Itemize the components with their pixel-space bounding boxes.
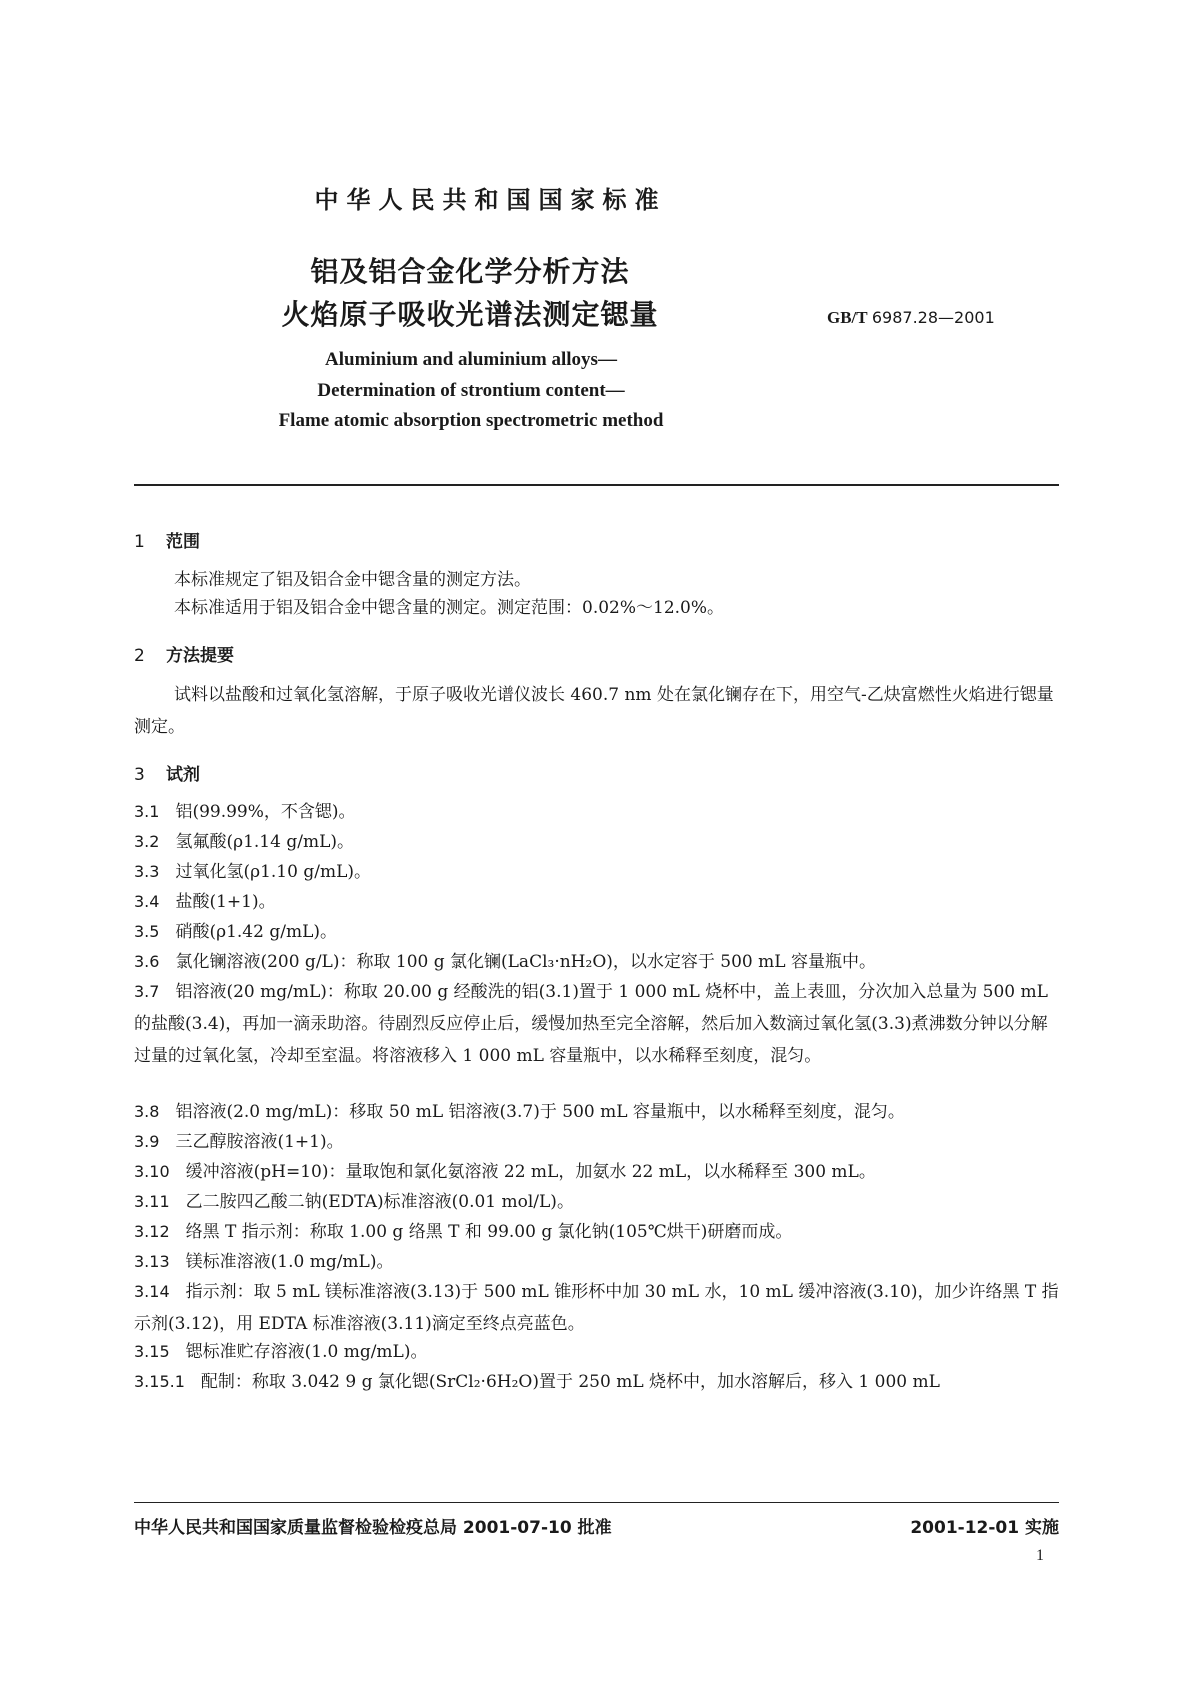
reagent-item <box>134 916 1059 948</box>
reagent-item <box>134 1186 1059 1218</box>
item-number: 3.11 <box>134 1192 170 1211</box>
section-number: 2 <box>134 646 145 666</box>
item-number: 3.5 <box>134 922 160 941</box>
reagent-item <box>134 1336 1059 1368</box>
code-prefix: GB/T <box>827 308 868 327</box>
item-number: 3.10 <box>134 1162 170 1181</box>
title-line-2: 火焰原子吸收光谱法测定锶量 <box>281 298 659 331</box>
item-number: 3.15 <box>134 1342 170 1361</box>
item-number: 3.14 <box>134 1282 170 1301</box>
item-number: 3.4 <box>134 892 160 911</box>
section-title: 方法提要 <box>166 646 234 666</box>
item-text: 缓冲溶液(pH=10)：量取饱和氯化氨溶液 22 mL，加氨水 22 mL，以水稀释至 300 mL。 <box>185 1162 876 1182</box>
reagent-item <box>134 1156 1059 1188</box>
item-number: 3.6 <box>134 952 160 971</box>
item-text: 氢氟酸(ρ1.14 g/mL)。 <box>175 832 354 852</box>
reagent-item <box>134 1366 1059 1398</box>
reagent-item <box>134 946 1059 978</box>
implementation-date: 2001-12-01 实施 <box>910 1518 1059 1538</box>
item-text: 配制：称取 3.042 9 g 氯化锶(SrCl₂·6H₂O)置于 250 mL 烧杯中，加水溶解后，移入 1 000 mL <box>200 1372 940 1392</box>
reagent-item <box>134 1276 1059 1340</box>
item-number: 3.9 <box>134 1132 160 1151</box>
item-text: 铝溶液(2.0 mg/mL)：移取 50 mL 铝溶液(3.7)于 500 mL 容量瓶中，以水稀释至刻度，混匀。 <box>175 1102 905 1122</box>
footer-divider <box>134 1502 1059 1503</box>
item-number: 3.15.1 <box>134 1372 185 1391</box>
english-title-line-1: Aluminium and aluminium alloys— <box>325 349 617 370</box>
section-number: 3 <box>134 765 145 785</box>
item-text: 铝溶液(20 mg/mL)：称取 20.00 g 经酸洗的铝(3.1)置于 1 000 mL 烧杯中，盖上表皿，分次加入总量为 500 mL 的盐酸(3.4)，再加一滴汞助溶。待剧烈反应停止后，缓慢加热至完全溶解，然后加入数滴过氧化氢(3.3)煮沸数分钟以分解过量的过氧化氢，冷却至室温。将溶液移入 1 000 mL 容量瓶中，以水稀释至刻度，混匀。 <box>134 982 1048 1066</box>
reagent-item <box>134 796 1059 828</box>
header-divider <box>134 484 1059 486</box>
item-number: 3.13 <box>134 1252 170 1271</box>
english-title-line-2: Determination of strontium content— <box>317 380 625 401</box>
section-1-heading <box>134 527 200 552</box>
item-text: 三乙醇胺溶液(1+1)。 <box>175 1132 344 1152</box>
item-number: 3.7 <box>134 982 160 1001</box>
item-text: 乙二胺四乙酸二钠(EDTA)标准溶液(0.01 mol/L)。 <box>185 1192 574 1212</box>
item-text: 硝酸(ρ1.42 g/mL)。 <box>175 922 337 942</box>
title-line-1: 铝及铝合金化学分析方法 <box>310 255 630 288</box>
reagent-item <box>134 976 1059 1072</box>
section-number: 1 <box>134 532 145 552</box>
item-text: 铝(99.99%，不含锶)。 <box>175 802 356 822</box>
reagent-item <box>134 1096 1059 1128</box>
reagent-item <box>134 826 1059 858</box>
section-title: 试剂 <box>166 765 200 785</box>
reagent-item <box>134 1216 1059 1248</box>
section-1-paragraph-1: 本标准规定了铝及铝合金中锶含量的测定方法。 <box>174 570 531 590</box>
item-text: 络黑 T 指示剂：称取 1.00 g 络黑 T 和 99.00 g 氯化钠(105℃烘干)研磨而成。 <box>185 1222 793 1242</box>
reagent-item <box>134 1246 1059 1278</box>
item-number: 3.12 <box>134 1222 170 1241</box>
english-title-line-3: Flame atomic absorption spectrometric method <box>278 410 664 431</box>
item-text: 盐酸(1+1)。 <box>175 892 276 912</box>
issuing-body: 中华人民共和国国家标准 <box>314 186 667 214</box>
reagent-item <box>134 886 1059 918</box>
standard-code <box>827 308 995 328</box>
item-number: 3.1 <box>134 802 160 821</box>
section-title: 范围 <box>166 532 200 552</box>
reagent-item <box>134 1126 1059 1158</box>
item-text: 镁标准溶液(1.0 mg/mL)。 <box>185 1252 394 1272</box>
approval-statement: 中华人民共和国国家质量监督检验检疫总局 2001-07-10 批准 <box>134 1518 612 1538</box>
item-number: 3.2 <box>134 832 160 851</box>
section-2-paragraph: 试料以盐酸和过氧化氢溶解，于原子吸收光谱仪波长 460.7 nm 处在氯化镧存在下，用空气-乙炔富燃性火焰进行锶量测定。 <box>134 685 1054 737</box>
item-text: 指示剂：取 5 mL 镁标准溶液(3.13)于 500 mL 锥形杯中加 30 mL 水，10 mL 缓冲溶液(3.10)，加少许络黑 T 指示剂(3.12)，用 EDTA 标准溶液(3.11)滴定至终点亮蓝色。 <box>134 1282 1059 1334</box>
item-text: 过氧化氢(ρ1.10 g/mL)。 <box>175 862 371 882</box>
item-number: 3.3 <box>134 862 160 881</box>
section-2-heading <box>134 641 234 666</box>
item-text: 锶标准贮存溶液(1.0 mg/mL)。 <box>185 1342 428 1362</box>
code-number: 6987.28—2001 <box>871 308 995 327</box>
item-text: 氯化镧溶液(200 g/L)：称取 100 g 氯化镧(LaCl₃·nH₂O)，以水定容于 500 mL 容量瓶中。 <box>175 952 876 972</box>
item-number: 3.8 <box>134 1102 160 1121</box>
reagent-item <box>134 856 1059 888</box>
page-number: 1 <box>1036 1547 1044 1564</box>
section-3-heading <box>134 760 200 785</box>
section-1-paragraph-2: 本标准适用于铝及铝合金中锶含量的测定。测定范围：0.02%～12.0%。 <box>174 598 725 618</box>
